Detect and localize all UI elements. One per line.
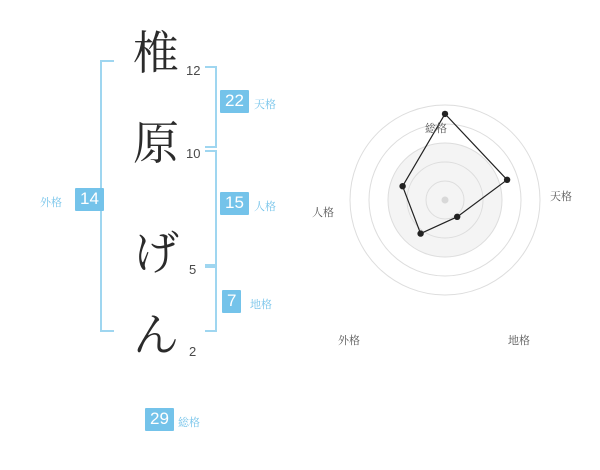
name-char-2: 原 <box>133 116 179 170</box>
name-char-4: ん <box>133 308 179 362</box>
score-badge-chikaku: 7 <box>222 290 241 313</box>
score-label-soukaku: 総格 <box>178 416 200 429</box>
axis-label-chikaku: 地格 <box>508 334 530 347</box>
score-label-tenkaku: 天格 <box>254 98 276 111</box>
score-badge-soukaku: 29 <box>145 408 174 431</box>
jinkaku-bracket <box>205 150 217 266</box>
score-badge-tenkaku: 22 <box>220 90 249 113</box>
score-label-jinkaku: 人格 <box>254 200 276 213</box>
axis-label-soukaku: 総格 <box>425 122 447 135</box>
name-char-1: 椎 <box>133 26 179 80</box>
radar-chart-panel <box>300 0 600 470</box>
score-label-gekaku: 外格 <box>40 196 62 209</box>
score-badge-jinkaku: 15 <box>220 192 249 215</box>
stroke-count-2: 10 <box>186 146 201 161</box>
score-badge-gekaku: 14 <box>75 188 104 211</box>
chikaku-bracket <box>205 266 217 332</box>
stroke-count-4: 2 <box>189 344 197 359</box>
axis-label-jinkaku: 人格 <box>312 206 334 219</box>
stroke-count-1: 12 <box>186 63 201 78</box>
score-label-chikaku: 地格 <box>250 298 272 311</box>
axis-label-tenkaku: 天格 <box>550 190 572 203</box>
radar-chart <box>300 50 600 450</box>
stroke-count-3: 5 <box>189 262 197 277</box>
axis-label-gekaku: 外格 <box>338 334 360 347</box>
name-char-3: げ <box>133 226 179 280</box>
tenkaku-bracket <box>205 66 217 148</box>
